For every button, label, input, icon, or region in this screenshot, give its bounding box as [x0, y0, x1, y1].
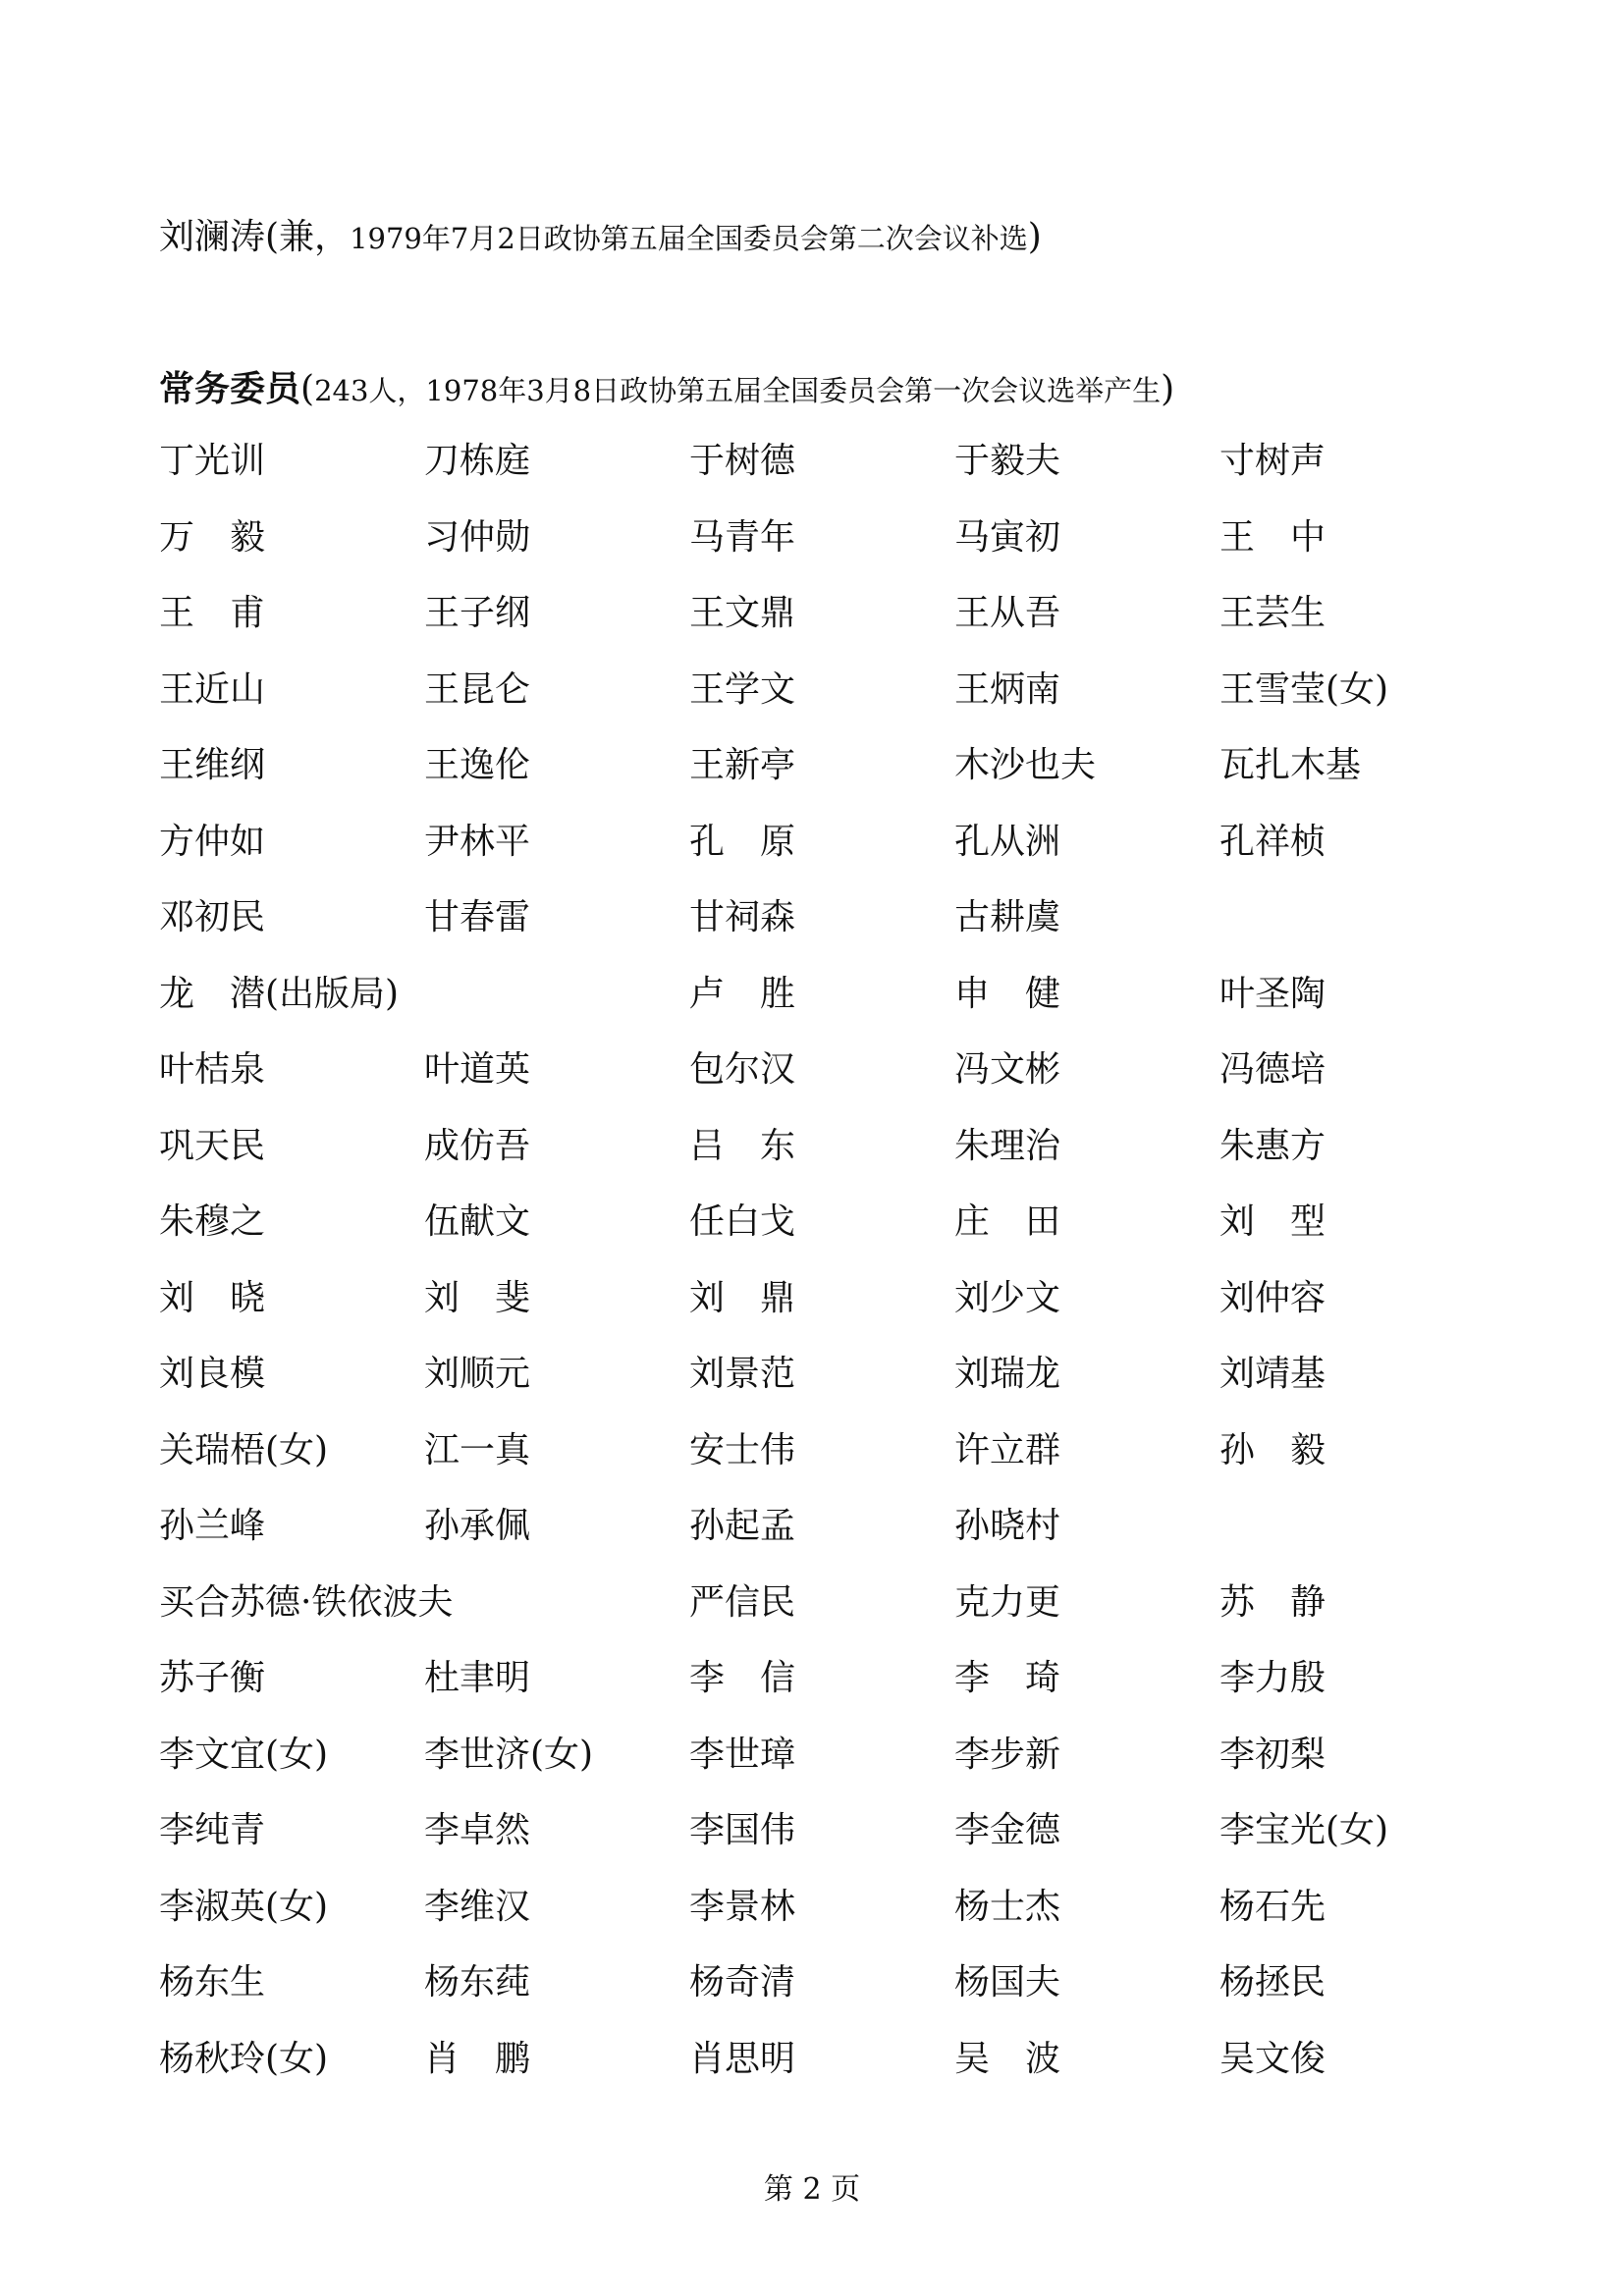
member-name: 成仿吾 [424, 1125, 531, 1166]
member-name: 冯文彬 [954, 1049, 1061, 1090]
member-name: 李世璋 [689, 1734, 796, 1775]
member-row [159, 1350, 1465, 1426]
member-name: 于毅夫 [954, 441, 1061, 481]
member-name: 孙起孟 [689, 1506, 796, 1546]
member-row [159, 1198, 1465, 1274]
member-name: 刘顺元 [424, 1354, 531, 1394]
member-name: 朱惠方 [1219, 1125, 1326, 1166]
member-name: 刘仲容 [1219, 1277, 1326, 1318]
member-name: 杨东莼 [424, 1962, 531, 2002]
member-name: 孙兰峰 [159, 1506, 266, 1546]
member-name: 吴 波 [954, 2038, 1061, 2079]
member-name: 尹林平 [424, 821, 531, 862]
member-name: 杨东生 [159, 1962, 266, 2002]
member-name: 刘 斐 [424, 1277, 531, 1318]
member-name: 肖 鹏 [424, 2038, 531, 2079]
member-name: 杨奇清 [689, 1962, 796, 2002]
member-name: 李 信 [689, 1658, 796, 1698]
member-row [159, 437, 1465, 513]
intro-name: 刘澜涛 [159, 217, 266, 257]
member-name: 刘 鼎 [689, 1277, 796, 1318]
member-name: 李维汉 [424, 1886, 531, 1927]
member-row [159, 1654, 1465, 1731]
member-name: 伍献文 [424, 1201, 531, 1242]
member-name: 申 健 [954, 973, 1061, 1014]
member-name: 叶桔泉 [159, 1049, 266, 1090]
member-row [159, 1883, 1465, 1959]
member-name: 李国伟 [689, 1810, 796, 1850]
member-name: 王 中 [1219, 516, 1326, 558]
footer-prefix: 第 [763, 2172, 793, 2207]
member-name: 于树德 [689, 441, 796, 481]
member-name: 叶圣陶 [1219, 973, 1326, 1014]
member-row [159, 741, 1465, 818]
member-name: 方仲如 [159, 821, 266, 862]
member-name: 王炳南 [954, 668, 1061, 710]
section-heading: 常务委员 [159, 369, 301, 409]
intro-note-open: (兼， [265, 217, 351, 257]
member-name: 肖思明 [689, 2038, 796, 2079]
member-row [159, 1578, 1465, 1655]
member-name: 丁光训 [159, 441, 266, 481]
member-name: 瓦扎木基 [1219, 745, 1362, 785]
member-name: 刘 晓 [159, 1277, 266, 1318]
member-row [159, 2035, 1465, 2111]
member-name: 马青年 [689, 516, 796, 558]
footer-suffix: 页 [831, 2172, 861, 2207]
page-number: 2 [802, 2172, 822, 2207]
member-row [159, 1731, 1465, 1807]
member-name: 王昆仑 [424, 668, 531, 710]
member-name: 王 甫 [159, 593, 266, 633]
member-name: 江一真 [424, 1429, 531, 1470]
member-name: 李 琦 [954, 1658, 1061, 1698]
member-name: 王芸生 [1219, 593, 1326, 633]
member-row [159, 1045, 1465, 1122]
member-name: 习仲勋 [424, 516, 531, 558]
member-name: 杨石先 [1219, 1886, 1326, 1927]
member-name: 刘景范 [689, 1354, 796, 1394]
member-name: 孔从洲 [954, 821, 1061, 862]
member-name: 杜聿明 [424, 1658, 531, 1698]
member-name: 孙 毅 [1219, 1429, 1326, 1470]
member-row [159, 1806, 1465, 1883]
member-name: 许立群 [954, 1429, 1061, 1470]
member-name: 龙 潜(出版局) [159, 973, 400, 1014]
member-name: 古耕虞 [954, 897, 1061, 937]
member-name: 李淑英(女) [159, 1886, 329, 1927]
member-name: 刘良模 [159, 1354, 266, 1394]
member-name: 李初梨 [1219, 1734, 1326, 1775]
member-name: 杨拯民 [1219, 1962, 1326, 2002]
member-row [159, 589, 1465, 666]
member-name: 巩天民 [159, 1125, 266, 1166]
member-row [159, 1958, 1465, 2035]
member-name: 甘春雷 [424, 897, 531, 937]
member-name: 孔祥桢 [1219, 821, 1326, 862]
member-name: 李景林 [689, 1886, 796, 1927]
member-name: 孙承佩 [424, 1506, 531, 1546]
member-row [159, 970, 1465, 1046]
member-name: 苏子衡 [159, 1658, 266, 1698]
member-name: 邓初民 [159, 897, 266, 937]
member-name: 杨国夫 [954, 1962, 1061, 2002]
member-name: 安士伟 [689, 1429, 796, 1470]
member-name: 朱理治 [954, 1125, 1061, 1166]
member-name: 木沙也夫 [954, 745, 1097, 785]
member-name-grid [159, 437, 1465, 2110]
member-name: 杨秋玲(女) [159, 2038, 329, 2079]
member-name: 刀栋庭 [424, 441, 531, 481]
member-row [159, 1274, 1465, 1351]
section-header [159, 361, 1174, 411]
page-footer [0, 2164, 1624, 2208]
member-name: 买合苏德·铁依波夫 [159, 1581, 454, 1623]
member-name: 刘 型 [1219, 1201, 1326, 1242]
member-name: 王学文 [689, 668, 796, 710]
member-name: 王逸伦 [424, 745, 531, 785]
member-name: 卢 胜 [689, 973, 796, 1014]
section-note-close: ) [1161, 369, 1175, 409]
member-name: 叶道英 [424, 1049, 531, 1090]
member-name: 关瑞梧(女) [159, 1429, 329, 1470]
member-name: 李文宜(女) [159, 1734, 329, 1775]
member-name: 冯德培 [1219, 1049, 1326, 1090]
member-name: 杨士杰 [954, 1886, 1061, 1927]
member-row [159, 1426, 1465, 1503]
member-name: 李力殷 [1219, 1658, 1326, 1698]
member-name: 王雪莹(女) [1219, 668, 1389, 710]
member-name: 万 毅 [159, 516, 266, 558]
member-name: 王子纲 [424, 593, 531, 633]
section-note-open: ( [300, 369, 315, 409]
member-name: 庄 田 [954, 1201, 1061, 1242]
member-name: 孔 原 [689, 821, 796, 862]
member-row [159, 666, 1465, 742]
intro-note: 1979年7月2日政协第五届全国委员会第二次会议补选 [350, 222, 1028, 255]
member-name: 李卓然 [424, 1810, 531, 1850]
member-name: 李金德 [954, 1810, 1061, 1850]
member-name: 李步新 [954, 1734, 1061, 1775]
member-row [159, 513, 1465, 590]
member-name: 苏 静 [1219, 1581, 1326, 1623]
member-name: 朱穆之 [159, 1201, 266, 1242]
member-name: 克力更 [954, 1581, 1061, 1623]
member-name: 李宝光(女) [1219, 1810, 1389, 1850]
member-row [159, 1502, 1465, 1578]
intro-line [159, 209, 1042, 259]
member-name: 王维纲 [159, 745, 266, 785]
intro-note-close: ) [1027, 217, 1042, 257]
member-name: 李纯青 [159, 1810, 266, 1850]
member-name: 李世济(女) [424, 1734, 594, 1775]
member-name: 严信民 [689, 1581, 796, 1623]
member-name: 刘少文 [954, 1277, 1061, 1318]
section-note: 243人，1978年3月8日政协第五届全国委员会第一次会议选举产生 [314, 374, 1162, 407]
member-name: 王新亭 [689, 745, 796, 785]
member-name: 甘祠森 [689, 897, 796, 937]
member-name: 寸树声 [1219, 441, 1326, 481]
member-name: 马寅初 [954, 516, 1061, 558]
member-name: 孙晓村 [954, 1506, 1061, 1546]
member-name: 王文鼎 [689, 593, 796, 633]
member-row [159, 1122, 1465, 1199]
member-name: 王从吾 [954, 593, 1061, 633]
member-name: 王近山 [159, 668, 266, 710]
member-name: 包尔汉 [689, 1049, 796, 1090]
member-row [159, 818, 1465, 894]
member-name: 刘瑞龙 [954, 1354, 1061, 1394]
member-name: 吕 东 [689, 1125, 796, 1166]
member-name: 刘靖基 [1219, 1354, 1326, 1394]
member-name: 吴文俊 [1219, 2038, 1326, 2079]
member-name: 任白戈 [689, 1201, 796, 1242]
member-row [159, 893, 1465, 970]
